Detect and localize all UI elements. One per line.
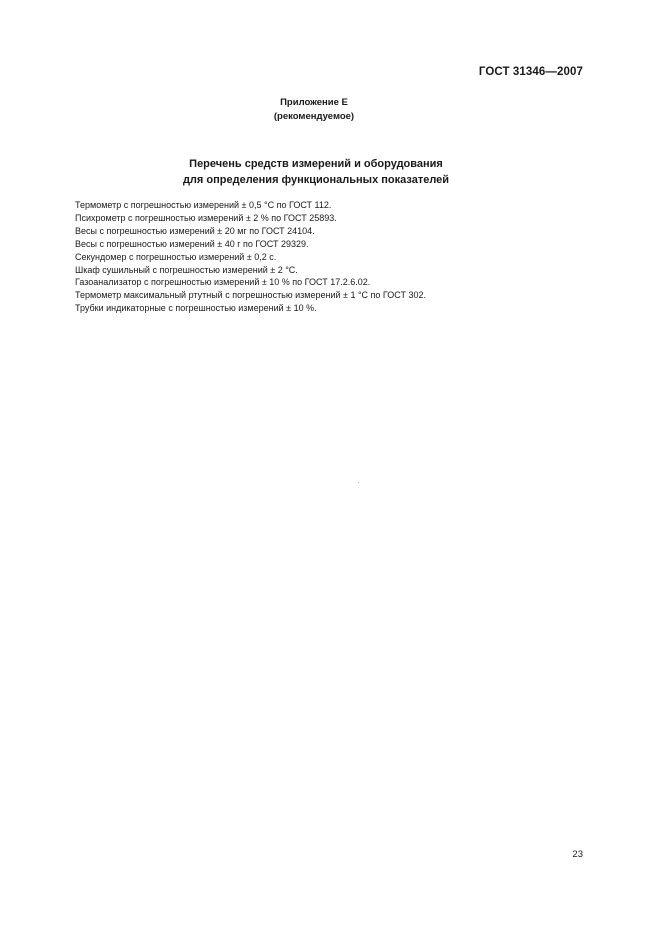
annex-heading (0, 96, 628, 124)
list-item: Шкаф сушильный с погрешностью измерений ± 2 °С. (75, 264, 298, 275)
page-number: 23 (572, 849, 583, 860)
document-title-line-1: Перечень средств измерений и оборудования (189, 158, 443, 170)
list-item: Газоанализатор с погрешностью измерений ± 10 % по ГОСТ 17.2.6.02. (75, 277, 371, 288)
list-item: Термометр максимальный ртутный с погрешностью измерений ± 1 °С по ГОСТ 302. (75, 290, 427, 301)
annex-status: (рекомендуемое) (273, 111, 355, 122)
annex-title: Приложение Е (280, 97, 348, 108)
document-title (0, 156, 632, 188)
standard-number: ГОСТ 31346—2007 (478, 66, 583, 78)
document-title-line-2: для определения функциональных показателей (182, 174, 450, 186)
scan-speck (358, 482, 359, 483)
equipment-list (75, 199, 426, 315)
list-item: Секундомер с погрешностью измерений ± 0,2 с. (75, 251, 277, 262)
list-item: Трубки индикаторные с погрешностью измерений ± 10 %. (75, 303, 317, 314)
list-item: Психрометр с погрешностью измерений ± 2 % по ГОСТ 25893. (75, 212, 337, 223)
list-item: Весы с погрешностью измерений ± 20 мг по ГОСТ 24104. (75, 225, 315, 236)
list-item: Термометр с погрешностью измерений ± 0,5 °С по ГОСТ 112. (75, 200, 332, 210)
list-item: Весы с погрешностью измерений ± 40 г по ГОСТ 29329. (75, 238, 309, 249)
